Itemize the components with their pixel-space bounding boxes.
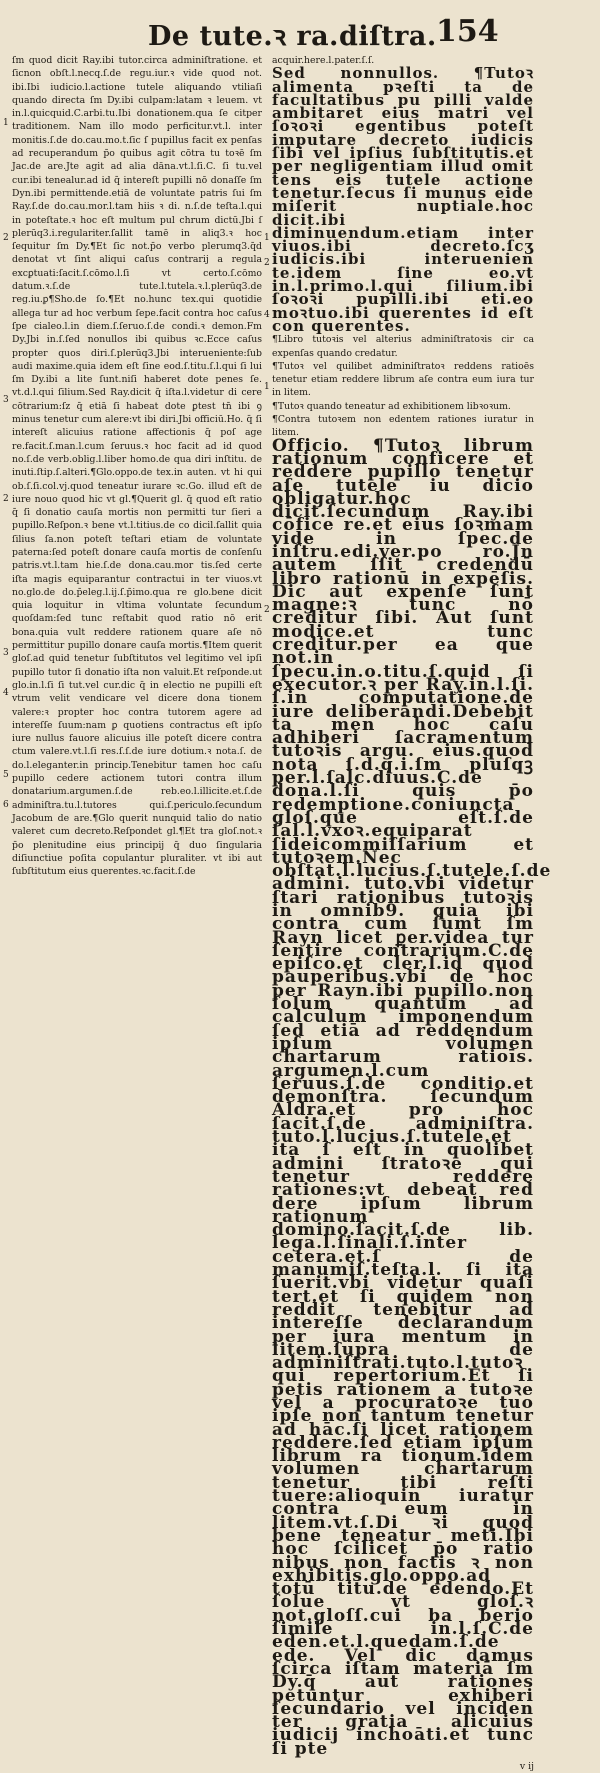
margin-number: 6 bbox=[3, 800, 9, 810]
right-column bbox=[272, 54, 552, 1773]
signature-mark: v ij bbox=[519, 1761, 534, 1772]
lemma-officio: Officio. ¶Tutoꝛ librum rationum conficere et reddere pupillo tenetur aſe tutele iu dicio obligatur.hoc dicit.ſecundum Ray.ibi cōfice re.et eius ſoꝛmam vide in ſpec.de inſtru.edi.ver.po ro.Jn autem ſſit credendū libro rationū in expēſis. Dic aut expenſe ſunt magne:ꝛ tunc nō creditur ſibi. Aut ſunt modice.et tunc creditur.per ea que not.in ſpecu.in.o.titu.ſ.quid ſi executor.ꝛ per Ray.in.l.ſi. ſ.in computatione.de iure deliberandi.Debebit ta men hoc caſu adhiberi ſacramentum tutoꝛis argu. eius.quod nota ſ.d.q.i.ſm pluſqꝫ per.l.ſalc.diuus.C.de dona.l.ſi quis p̄o redemptione.coniuncta gloſ.que eſt.ſ.de ſal.l.vxoꝛ.equiparat ſideicommiſſarium et tutoꝛem.Nec obſtat.l.lucius.ſ.tutele.ſ.de admini. tuto.vbi videtur ſtari rationibus tutoꝛis in omnib9. quia ibi contra cum ſumt ſm Rayn licet ꝑer.videa tur ſentire contrarium.C.de epiſco.et cler.l.id quod pauperibus.vbi de hoc per Rayn.ibi pupillo.non ſolum quantum ad calculum imponendum ſed etiā ad reddendum ipſum volumen chartarum ratioīs. argumen.l.cum ſeruus.ſ.de conditio.et demonſtra. ſecundum Aldra.et pro hoc ſacit.ſ.de adminiſtra. tuto.l.lucius.ſ.tutele.et ita ſ eſt in quolibet admini ſtratoꝛe qui tenetur reddere rationes:vt debeat red dere ipſum librum rationum domino.ſacit.ſ.de lib. lega.l.ſinali.ſ.inter cetera.et.ſ de manumiſ.teſta.l. ſi ita ſuerit.vbi videtur quaſi tert.et ſi quidem non reddit tenebitur ad intereſſe declarandum per iura mentum in litem.ſupra de adminiſtrati.tuto.l.tutoꝛ qui repertorium.Et ſi petis rationem a tutoꝛe vel a procuratoꝛe tuo ipſe non tantum tenetur ad hāc.ſi licet rationem reddere.ſed etiam ipſum librum ra tionum.idem volumen chartarum tenetur tibi reſti tuere:alioquin iuratur contra eum in litem.vt.ſ.Di ꝛi quod bene teneatur meti.Ibi hoc ſcilicet p̄o ratio nibus non factis ꝛ non exhibitis.glo.oppo.ad totū titu.de edendo.Et ſolue vt gloſ.ꝛ not.gloſſ.cui ba berio ſimile in.l.ſ.C.de eden.et.l.quedam.ſ.de ede. Vel dic damus ſcirca iſtam materiā ſm Dy.q̄ aut rationes petuntur exhiberi ſecundario vel inciden ter gratia alicuius iudicij inchoāti.et tunc ſi pte bbox=[272, 435, 552, 1759]
margin-number: 2 bbox=[264, 258, 270, 268]
running-title: De tute.ꝛ ra.diſtra. bbox=[148, 21, 437, 52]
margin-number: 4 bbox=[3, 688, 9, 698]
left-column-text: ſm quod dicit Ray.ibi tutor.circa adminiſtratione. et ſicnon obſt.l.necq.ſ.de regu.iur.ꝛ vide quod not. ibi.Ibi iudicio.l.actione tutele aliquando vtiliaſi quando directa ſm Dy.ibi culpam:latam ꝛ leuem. vt in.l.quicquid.C.arbi.tu.Ibi donationem.qua ſe citper traditionem. Nam illo modo perficitur.vt.l. inter monitis.ſ.de do.cau.mo.t.ſic ſ pupillus facit ex penſas ad recuperandum p̄o quibus agit cōtra tu toꝛē ſm Jac.de are.Jte agit ad alia dāna.vt.l.ſi.C. ſi tu.vel cur.ibi tenealur.ad id q̄ intereſt pupilli nō donaſſe ſm Dyn.ibi permittende.etiā de voluntate patris ſui ſm Ray.ſ.de do.cau.mor.l.tam hiis ꝛ di. n.ſ.de teſta.l.qui in poteſtate.ꝛ hoc eſt multum pul chrum dictū.Jbi ſ plerūq3.i.regulariter.ſallit tamē in aliq3.ꝛ hoc ſequitur ſm Dy.¶Et ſic not.p̄o verbo plerumq3.q̄d denotat vt ſint aliqui caſus contrarij a regula excꝑtuati:ſacit.ſ.cōmo.l.ſi vt certo.ſ.cōmo datum.ꝛ.ſ.de tute.l.tutela.ꝛ.l.plerūq3.de reg.iu.ꝑ¶Sho.de ſo.¶Et no.hunc tex.qui quotidie allega tur ad hoc verbum ſepe.facit contra hoc caſus ſpe cialeo.l.in diem.ſ.ſeruo.ſ.de condi.ꝛ demon.Fm Dy.Jbi in.ſ.ſed nonullos ibi quibus ꝛc.Ecce caſus propter quos diri.ſ.plerūq3.Jbi interueniente:ſub audi maxime.quia idem eſt ſine eod.ſ.titu.ſ.l.qui ſi lui ſm Dy.ibi a lite ſunt.niſi haberet dote penes ſe. vt.d.l.qui ſilium.Sed Ray.dicit q̄ iſta.l.videtur di cere cōtrarium:ſz q̄ etiā ſi habeat dote ꝑtest tn̄ ibi ꝯ minus tenetur cum alere:vt ibi diri.Jbi officiū.Ho. q̄ ſi intereſt alicuius ratione affectionis q̄ poſ age re.facit.ſ.man.l.cum ſeruus.ꝛ hoc facit ad id quod no.ſ.de verb.oblig.l.liber homo.de qua diri inſtitu. de inuti.ſtip.ſ.alteri.¶Glo.oppo.de tex.in auten. vt hi qui ob.ſ.ſi.col.vj.quod teneatur iurare ꝛc.Go. illud eſt de iure nouo quod hic vt gl.¶Querit gl. q̄ quod eſt ratio q̄ ſi donatio cauſa mortis non permitti tur ſieri a pupillo.Reſpon.ꝛ bene vt.l.titius.de co dicil.ſallit quia ſilius ſa.non poteſt teſtari etiam de voluntate paterna:ſed poteſt donare cauſa mortis de conſenſu patris.vt.l.tam hie.ſ.de dona.cau.mor tis.ſed certe iſta magis equiparantur contractui in ter viuos.vt no.glo.de do.p̄eleg.l.ij.ſ.p̄imo.qua re glo.bene dicit quia loquitur in vltima voluntate ſecundum quoſdam:ſed tunc reſtabit quod ratio nō erit bona.quia vult reddere rationem quare aſe nō permittitur pupillo donare cauſa mortis.¶Item querit gloſ.ad quid tenetur ſubſtitutos vel legitimo vel ipſi pupillo tutor ſi donatio iſta non valuit.Et reſponde.ut glo.in.l.ſi ſi tut.vel cur.dic q̄ in electio ne pupilli eſt vtrum velit vendicare vel dicere dona tionem valere:ꝛ propter hoc contra tutorem agere ad intereſſe ſuum:nam ꝑ quotiens contractus eſt ipſo iure nullus fauore alicuius ille poteſt dicere contra ctum valere.vt.l.ſi res.ſ.ſ.de iure dotium.ꝛ nota.ſ. de do.l.eleganter.in princip.Tenebitur tamen hoc caſu pupillo cedere actionem tutori contra illum donatarium.argumen.ſ.de reb.eo.l.illicite.et.ſ.de adminiſtra.tu.l.tutores qui.ſ.periculo.ſecundum Jacobum de are.¶Glo querit nunquid talio do natio valeret cum decreto.Reſpondet gl.¶Et tra gloſ.not.ꝛ p̄o plenitudine eius principij q̄ duo ſingularia diſiunctiue poſita copulantur pluraliter. vt ibi aut ſubſtitutum eius querentes.ꝛc.facit.ſ.de bbox=[12, 55, 262, 878]
margin-number: 2 bbox=[264, 605, 270, 615]
margin-number: 5 bbox=[3, 770, 9, 780]
margin-number: 3 bbox=[3, 648, 9, 658]
summary-tutor-reddens: ¶Tutoꝛ vel quilibet adminiſtratoꝛ reddens ratioēs tenetur etiam reddere librum aſe contra eum iura tur in litem. bbox=[272, 360, 534, 399]
margin-number: 2 bbox=[3, 494, 9, 504]
margin-number: 4 bbox=[264, 310, 270, 320]
right-paragraph-continuation: acquir.here.l.pater.ſ.ſ. bbox=[272, 55, 375, 66]
left-column bbox=[12, 54, 262, 878]
lemma-sed-nonnullos: Sed nonnullos. ¶Tutoꝛ alimenta pꝛeſti ta de facultatibus pu pilli valde ambitaret eius matri vel ſoꝛoꝛi egentibus poteſt imputare decreto iudicis ſibi vel ipſius ſubſtitutis.et per negligentiam illud omit tens eis tutele actione tenetur.ſecus ſi munus eide miſerit nuptiale.hoc dicit.ibi diminuendum.etiam inter viuos.ibi decreto.ſcʒ iudicis.ibi interuenien te.idem ſine eo.vt in.l.primo.l.qui ſilium.ibi ſoꝛoꝛi pupilli.ibi eti.eo moꝛtuo.ibi querentes id eſt con querentes. bbox=[272, 64, 534, 335]
margin-number: 2 bbox=[3, 233, 9, 243]
summary-contra-tutorem: ¶Contra tutoꝛem non edentem rationes iuratur in litem. bbox=[272, 414, 534, 439]
margin-number: 3 bbox=[3, 395, 9, 405]
summary-libro-tutoris: ¶Libro tutoꝛis vel alterius adminiſtratoꝛis cir ca expenſas quando credatur. bbox=[272, 334, 534, 359]
margin-number: 1 bbox=[264, 382, 270, 392]
margin-number: 1 bbox=[3, 118, 9, 128]
page-header bbox=[0, 14, 600, 54]
summary-exhibitionem: ¶Tutoꝛ quando teneatur ad exhibitionem libꝛoꝛum. bbox=[272, 400, 511, 412]
margin-number: 1 bbox=[264, 233, 270, 243]
folio-number: 154 bbox=[436, 14, 499, 49]
